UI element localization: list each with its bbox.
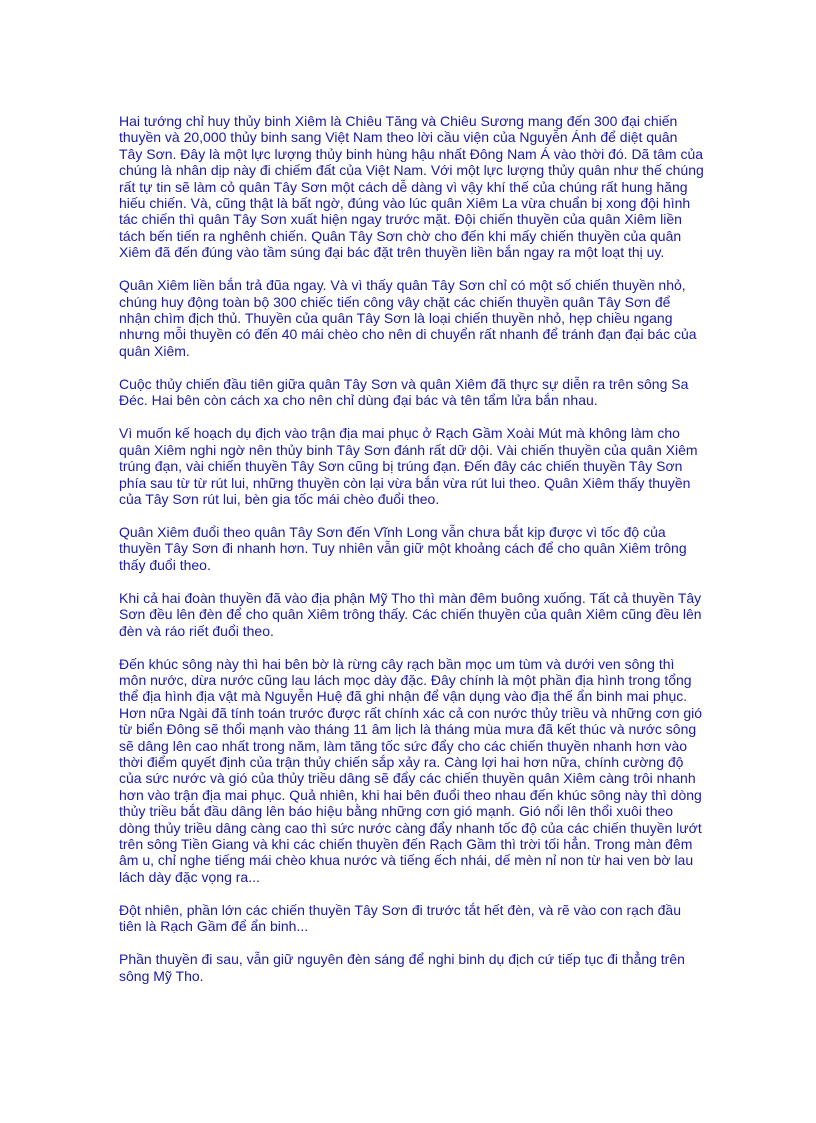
paragraph: Quân Xiêm đuổi theo quân Tây Sơn đến Vĩnh Long vẫn chưa bắt kịp được vì tốc độ của thuyền Tây Sơn đi nhanh hơn. Tuy nhiên vẫn giữ một khoảng cách để cho quân Xiêm trông thấy đuổi theo.	[119, 523, 687, 573]
paragraph: Cuộc thủy chiến đầu tiên giữa quân Tây Sơn và quân Xiêm đã thực sự diễn ra trên sông Sa Đéc. Hai bên còn cách xa cho nên chỉ dùng đại bác và tên tẩm lửa bắn nhau.	[119, 375, 689, 409]
paragraph: Đến khúc sông này thì hai bên bờ là rừng cây rạch bần mọc um tùm và dưới ven sông thì môn nước, dừa nước cũng lau lách mọc dày đặc. Đây chính là một phần địa hình trong tổng thể địa hình địa vật mà Nguyễn Huệ đã ghi nhận để vận dụng vào địa thế ẩn binh mai phục. Hơn nữa Ngài đã tính toán trước được rất chính xác cả con nước thủy triều và những cơn gió từ biển Đông sẽ thổi mạnh vào tháng 11 âm lịch là tháng mùa mưa đã kết thúc và nước sông sẽ dâng lên cao nhất trong năm, làm tăng tốc sức đẩy cho các chiến thuyền nhanh hơn vào thời điểm quyết định của trận thủy chiến sắp xảy ra. Càng lợi hai hơn nữa, chính cường độ của sức nước và gió của thủy triều dâng sẽ đẩy các chiến thuyền quân Xiêm càng trôi nhanh hơn vào trận địa mai phục. Quả nhiên, khi hai bên đuổi theo nhau đến khúc sông này thì dòng thủy triều bắt đầu dâng lên báo hiệu bằng những cơn gió mạnh. Gió nổi lên thổi xuôi theo dòng thủy triều dâng càng cao thì sức nước càng đẩy nhanh tốc độ của các chiến thuyền lướt trên sông Tiền Giang và khi các chiến thuyền đến Rạch Gầm thì trời tối hẳn. Trong màn đêm âm u, chỉ nghe tiếng mái chèo khua nước và tiếng ếch nhái, dế mèn nỉ non từ hai ven bờ lau lách dày đặc vọng ra...	[119, 655, 703, 885]
document-page	[119, 113, 704, 1001]
paragraph: Phần thuyền đi sau, vẫn giữ nguyên đèn sáng để nghi binh dụ địch cứ tiếp tục đi thẳng trên sông Mỹ Tho.	[119, 951, 685, 984]
paragraph: Vì muốn kế hoạch dụ địch vào trận địa mai phục ở Rạch Gầm Xoài Mút mà không làm cho quân Xiêm nghi ngờ nên thủy binh Tây Sơn đánh rất dữ dội. Vài chiến thuyền của quân Xiêm trúng đạn, vài chiến thuyền Tây Sơn cũng bị trúng đạn. Đến đây các chiến thuyền Tây Sơn phía sau từ từ rút lui, những thuyền còn lại vừa bắn vừa rút lui theo. Quân Xiêm thấy thuyền của Tây Sơn rút lui, bèn gia tốc mái chèo đuổi theo.	[119, 425, 698, 507]
paragraph: Quân Xiêm liền bắn trả đũa ngay. Và vì thấy quân Tây Sơn chỉ có một số chiến thuyền nhỏ, chúng huy động toàn bộ 300 chiếc tiến công vây chặt các chiến thuyền quân Tây Sơn để nhận chìm địch thủ. Thuyền của quân Tây Sơn là loại chiến thuyền nhỏ, hẹp chiều ngang nhưng mỗi thuyền có đến 40 mái chèo cho nên di chuyển rất nhanh để tránh đạn đại bác của quân Xiêm.	[119, 277, 697, 359]
paragraph: Khi cả hai đoàn thuyền đã vào địa phận Mỹ Tho thì màn đêm buông xuống. Tất cả thuyền Tây Sơn đều lên đèn để cho quân Xiêm trông thấy. Các chiến thuyền của quân Xiêm cũng đều lên đèn và ráo riết đuổi theo.	[119, 589, 702, 639]
paragraph: Hai tướng chỉ huy thủy binh Xiêm là Chiêu Tăng và Chiêu Sương mang đến 300 đại chiến thuyền và 20,000 thủy binh sang Việt Nam theo lời cầu viện của Nguyễn Ánh để diệt quân Tây Sơn. Đây là một lực lượng thủy binh hùng hậu nhất Đông Nam Á vào thời đó. Dã tâm của chúng là nhân dịp này đi chiếm đất của Việt Nam. Với một lực lượng thủy quân như thế chúng rất tự tin sẽ làm cỏ quân Tây Sơn một cách dễ dàng vì vậy khí thế của chúng rất hung hăng hiếu chiến. Và, cũng thật là bất ngờ, đúng vào lúc quân Xiêm La vừa chuẩn bị xong đội hình tác chiến thì quân Tây Sơn xuất hiện ngay trước mặt. Đội chiến thuyền của quân Xiêm liền tách bến tiến ra nghênh chiến. Quân Tây Sơn chờ cho đến khi mấy chiến thuyền của quân Xiêm đã đến đúng vào tầm súng đại bác đặt trên thuyền liền bắn ngay ra một loạt thị uy.	[119, 113, 704, 261]
paragraph: Đột nhiên, phần lớn các chiến thuyền Tây Sơn đi trước tắt hết đèn, và rẽ vào con rạch đầu tiên là Rạch Gầm để ẩn binh...	[119, 901, 681, 935]
